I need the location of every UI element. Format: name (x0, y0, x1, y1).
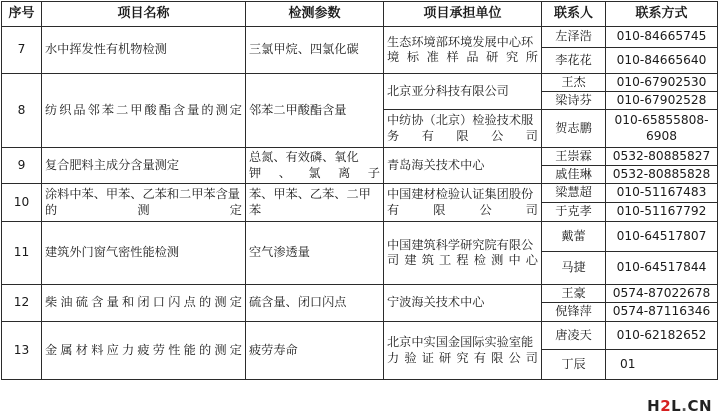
contact-person: 戚佳琳 (542, 166, 606, 184)
contact-person: 倪锋萍 (542, 303, 606, 322)
table-row (2, 184, 718, 203)
test-parameters: 邻苯二甲酸酯含量 (246, 74, 384, 148)
header-project-name: 项目名称 (42, 2, 246, 27)
contact-phone: 010-62182652 (606, 322, 718, 350)
contact-person: 丁辰 (542, 350, 606, 380)
contact-phone: 010-64517844 (606, 252, 718, 285)
contact-person: 王崇霖 (542, 148, 606, 166)
contact-person: 李花花 (542, 48, 606, 74)
contact-phone: 010-51167792 (606, 203, 718, 222)
header-phone: 联系方式 (606, 2, 718, 27)
contact-phone: 010-51167483 (606, 184, 718, 203)
contact-person: 贺志鹏 (542, 110, 606, 148)
contact-person: 马捷 (542, 252, 606, 285)
responsible-unit: 北京中实国金国际实验室能力验证研究有限公司 (384, 322, 542, 380)
contact-person: 戴蕾 (542, 222, 606, 252)
responsible-unit: 生态环境部环境发展中心环境标准样品研究所 (384, 27, 542, 74)
row-number: 8 (2, 74, 42, 148)
row-number: 13 (2, 322, 42, 380)
contact-phone: 0532-80885827 (606, 148, 718, 166)
contact-person: 左泽浩 (542, 27, 606, 48)
project-name: 柴油硫含量和闭口闪点的测定 (42, 285, 246, 322)
header-unit: 项目承担单位 (384, 2, 542, 27)
project-name: 纺织品邻苯二甲酸酯含量的测定 (42, 74, 246, 148)
project-name: 水中挥发性有机物检测 (42, 27, 246, 74)
watermark-two: 2 (660, 397, 672, 415)
row-number: 7 (2, 27, 42, 74)
row-number: 12 (2, 285, 42, 322)
watermark-cn: CN (687, 397, 712, 415)
row-number: 9 (2, 148, 42, 184)
table-row (2, 322, 718, 350)
watermark-l: L (671, 397, 682, 415)
test-parameters: 空气渗透量 (246, 222, 384, 285)
contact-phone: 010-84665745 (606, 27, 718, 48)
project-name: 金属材料应力疲劳性能的测定 (42, 322, 246, 380)
watermark-h: H (647, 397, 661, 415)
contact-person: 梁诗芬 (542, 92, 606, 110)
test-parameters: 苯、甲苯、乙苯、二甲苯 (246, 184, 384, 222)
responsible-unit: 中纺协（北京）检验技术服务有限公司 (384, 110, 542, 148)
responsible-unit: 宁波海关技术中心 (384, 285, 542, 322)
table-header-row (2, 2, 718, 27)
watermark-dot: . (681, 397, 688, 415)
project-name: 涂料中苯、甲苯、乙苯和二甲苯含量的测定 (42, 184, 246, 222)
site-watermark-logo (645, 397, 714, 415)
contact-phone: 010-67902530 (606, 74, 718, 92)
contact-phone: 0532-80885828 (606, 166, 718, 184)
project-name: 复合肥料主成分含量测定 (42, 148, 246, 184)
contact-phone: 0574-87022678 (606, 285, 718, 303)
header-contact-person: 联系人 (542, 2, 606, 27)
responsible-unit: 青岛海关技术中心 (384, 148, 542, 184)
test-parameters: 总氮、有效磷、氧化钾、氯离子 (246, 148, 384, 184)
header-no: 序号 (2, 2, 42, 27)
contact-phone: 01 (606, 350, 718, 380)
contact-person: 于克孝 (542, 203, 606, 222)
contact-phone: 010-64517807 (606, 222, 718, 252)
responsible-unit: 中国建筑科学研究院有限公司建筑工程检测中心 (384, 222, 542, 285)
table-row (2, 74, 718, 92)
contact-phone: 010-84665640 (606, 48, 718, 74)
contact-phone: 010-65855808-6908 (606, 110, 718, 148)
contact-person: 梁慧超 (542, 184, 606, 203)
test-parameters: 疲劳寿命 (246, 322, 384, 380)
table-row (2, 27, 718, 48)
test-parameters: 三氯甲烷、四氯化碳 (246, 27, 384, 74)
row-number: 11 (2, 222, 42, 285)
header-parameters: 检测参数 (246, 2, 384, 27)
table-row (2, 222, 718, 252)
contact-person: 王杰 (542, 74, 606, 92)
contact-phone: 010-67902528 (606, 92, 718, 110)
test-parameters: 硫含量、闭口闪点 (246, 285, 384, 322)
table-row (2, 148, 718, 166)
responsible-unit: 中国建材检验认证集团股份有限公司 (384, 184, 542, 222)
contact-person: 王豪 (542, 285, 606, 303)
responsible-unit: 北京亚分科技有限公司 (384, 74, 542, 110)
test-projects-table (1, 1, 718, 380)
row-number: 10 (2, 184, 42, 222)
project-name: 建筑外门窗气密性能检测 (42, 222, 246, 285)
contact-phone: 0574-87116346 (606, 303, 718, 322)
contact-person: 唐凌天 (542, 322, 606, 350)
table-row (2, 285, 718, 303)
